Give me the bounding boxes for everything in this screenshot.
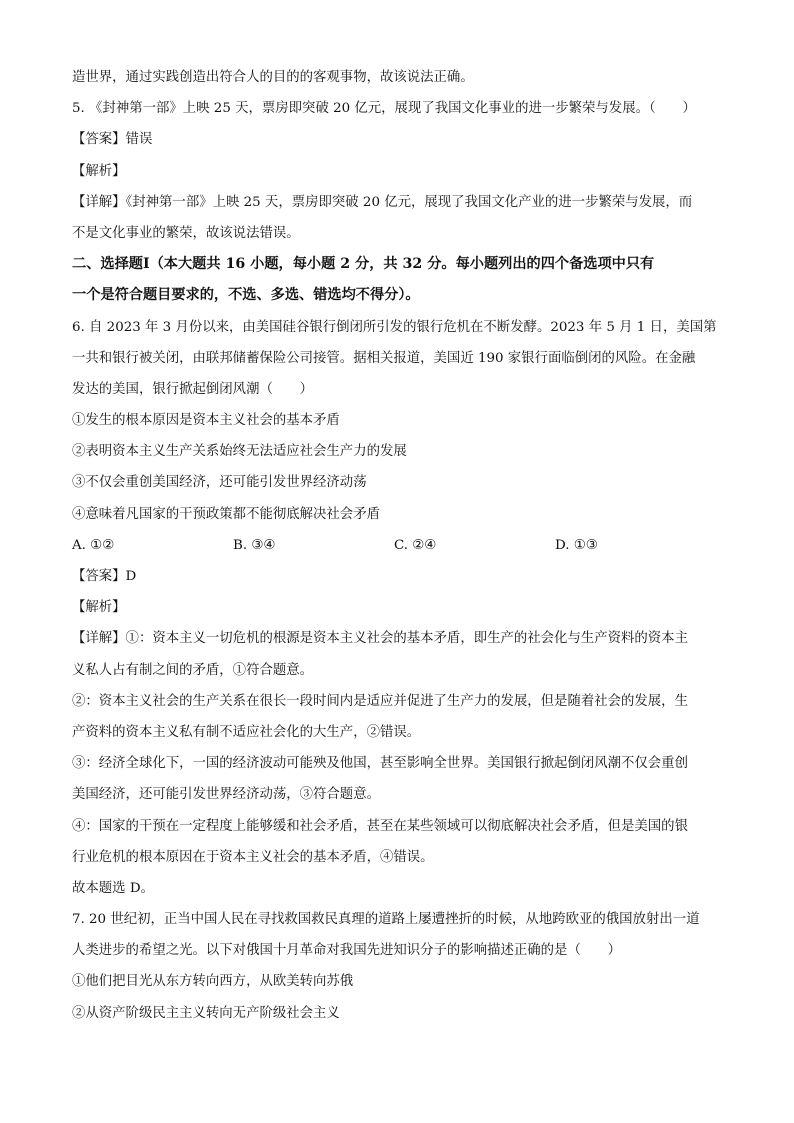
option-a: A. ①② xyxy=(72,537,115,553)
detail-line: 不是文化事业的繁荣，故该说法错误。 xyxy=(72,225,300,241)
answer-options xyxy=(72,530,722,561)
detail-line: 行业危机的根本原因在于资本主义社会的基本矛盾，④错误。 xyxy=(72,849,434,865)
option-d: D. ①③ xyxy=(555,537,598,553)
detail-line: 美国经济，还可能引发世界经济动荡，③符合题意。 xyxy=(72,787,380,803)
section-heading: 一个是符合题目要求的，不选、多选、错选均不得分）。 xyxy=(72,287,420,304)
question-7: 人类进步的希望之光。以下对俄国十月革命对我国先进知识分子的影响描述正确的是（ ） xyxy=(72,943,622,959)
detail-line: 【详解】①：资本主义一切危机的根源是资本主义社会的基本矛盾，即生产的社会化与生产资料的资本主 xyxy=(72,631,688,647)
statement-item: ①他们把目光从东方转向西方，从欧美转向苏俄 xyxy=(72,974,354,990)
conclusion-line: 故本题选 D。 xyxy=(72,880,154,896)
statement-item: ①发生的根本原因是资本主义社会的基本矛盾 xyxy=(72,413,340,429)
detail-line: 【详解】《封神第一部》上映 25 天，票房即突破 20 亿元，展现了我国文化产业的进一步繁荣与发展，而 xyxy=(72,194,693,210)
question-5: 5. 《封神第一部》上映 25 天，票房即突破 20 亿元，展现了我国文化事业的进一步繁荣与发展。（ ） xyxy=(72,101,696,117)
answer-line: 【答案】错误 xyxy=(72,132,153,148)
document-page xyxy=(72,62,722,1029)
detail-line: ④：国家的干预在一定程度上能够缓和社会矛盾，甚至在某些领域可以彻底解决社会矛盾，但是美国的银 xyxy=(72,818,688,834)
section-heading: 二、选择题Ⅰ（本大题共 16 小题，每小题 2 分，共 32 分。每小题列出的四个备选项中只有 xyxy=(72,256,655,273)
question-6: 6. 自 2023 年 3 月份以来，由美国硅谷银行倒闭所引发的银行危机在不断发酵。2023 年 5 月 1 日，美国第 xyxy=(72,319,717,335)
analysis-label: 【解析】 xyxy=(72,163,126,179)
analysis-label: 【解析】 xyxy=(72,600,126,616)
text-line: 造世界，通过实践创造出符合人的目的的客观事物，故该说法正确。 xyxy=(72,70,474,85)
statement-item: ③不仅会重创美国经济，还可能引发世界经济动荡 xyxy=(72,475,367,491)
question-7: 7. 20 世纪初，正当中国人民在寻找救国救民真理的道路上屡遭挫折的时候，从地跨欧亚的俄国放射出一道 xyxy=(72,912,700,928)
answer-line: 【答案】D xyxy=(72,569,137,584)
detail-line: ②：资本主义社会的生产关系在很长一段时间内是适应并促进了生产力的发展，但是随着社会的发展，生 xyxy=(72,693,688,709)
detail-line: ③：经济全球化下，一国的经济波动可能殃及他国，甚至影响全世界。美国银行掀起倒闭风潮不仅会重创 xyxy=(72,756,688,772)
question-6: 发达的美国，银行掀起倒闭风潮（ ） xyxy=(72,381,314,397)
statement-item: ④意味着凡国家的干预政策都不能彻底解决社会矛盾 xyxy=(72,506,380,522)
option-c: C. ②④ xyxy=(394,537,437,553)
detail-line: 义私人占有制之间的矛盾，①符合题意。 xyxy=(72,662,314,678)
statement-item: ②表明资本主义生产关系始终无法适应社会生产力的发展 xyxy=(72,444,407,460)
statement-item: ②从资产阶级民主主义转向无产阶级社会主义 xyxy=(72,1005,340,1021)
detail-line: 产资料的资本主义私有制不适应社会化的大生产，②错误。 xyxy=(72,724,421,740)
option-b: B. ③④ xyxy=(233,537,276,553)
question-6: 一共和银行被关闭，由联邦储蓄保险公司接管。据相关报道，美国近 190 家银行面临倒闭的风险。在金融 xyxy=(72,350,696,366)
